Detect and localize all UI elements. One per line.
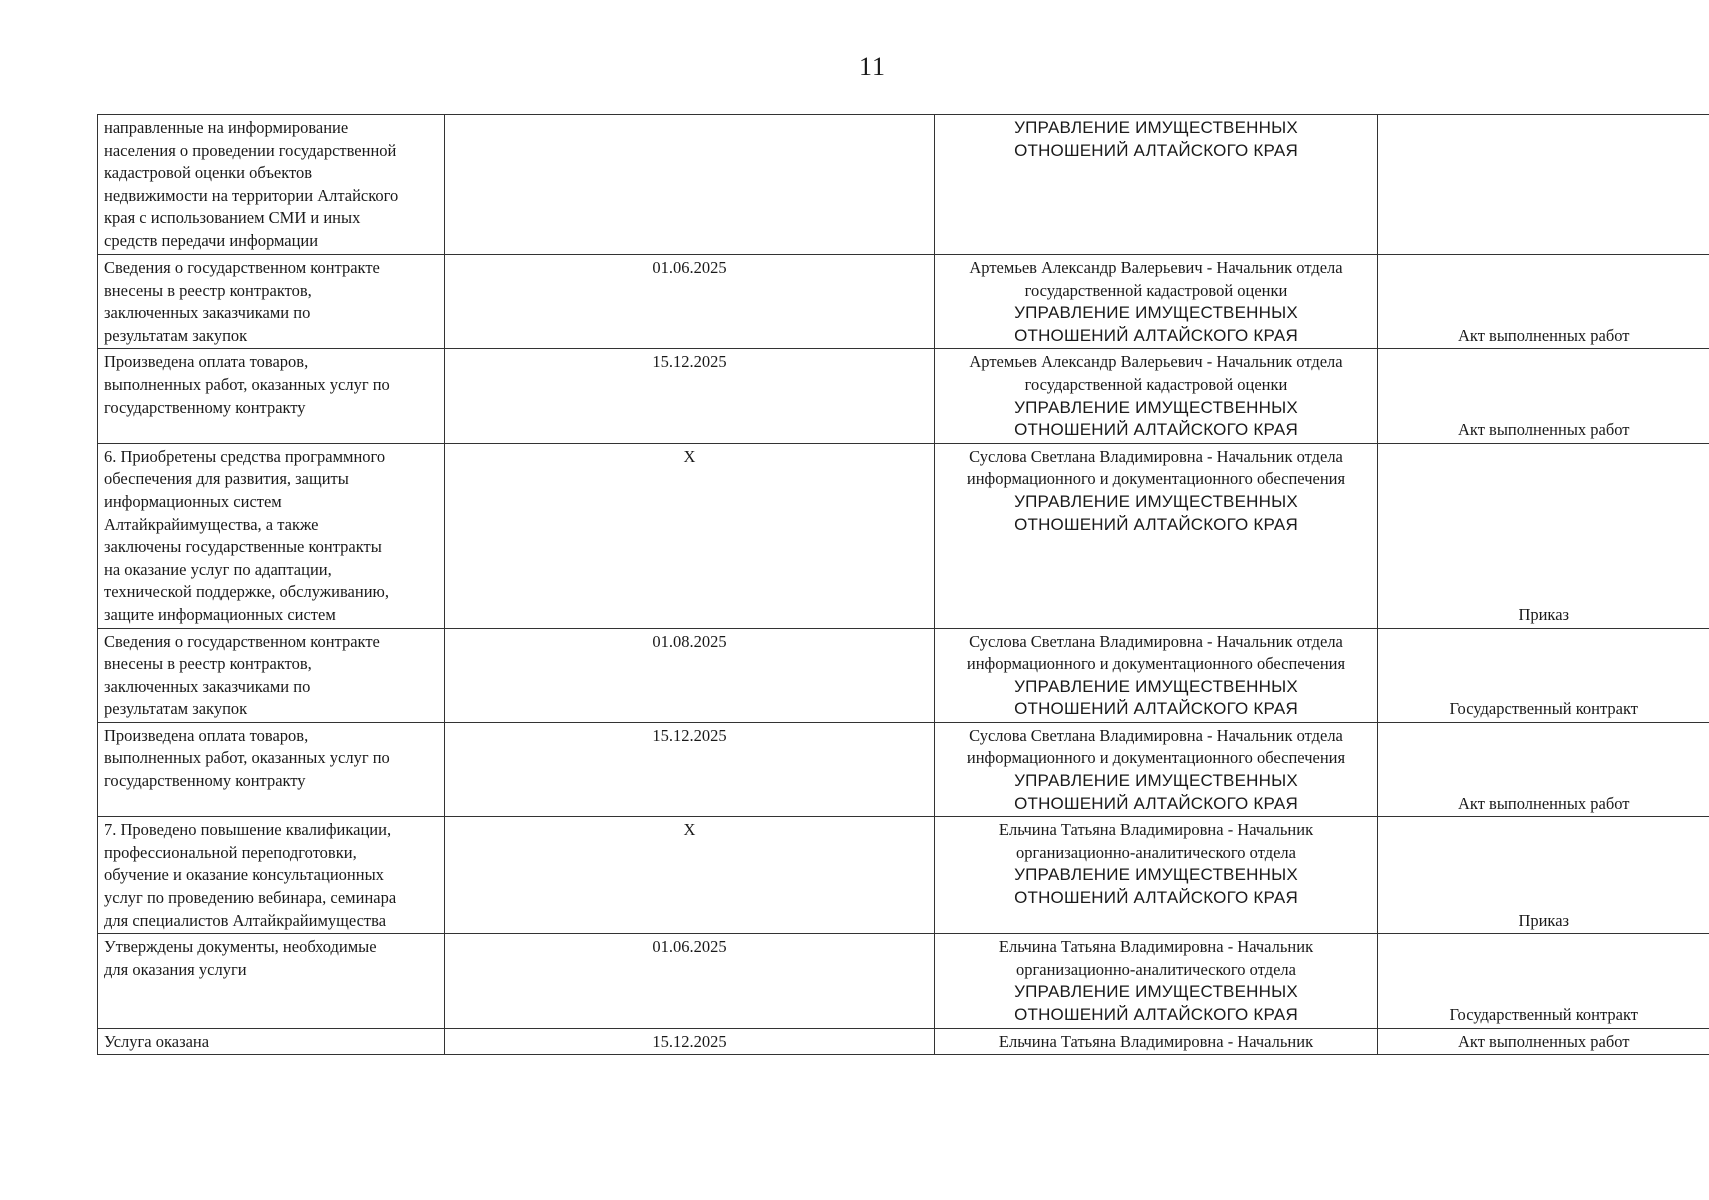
table-row	[98, 443, 1709, 628]
responsible-person: Суслова Светлана Владимировна - Начальник отдела информационного и документационного обеспечения	[966, 446, 1346, 489]
event-cell: Сведения о государственном контракте внесены в реестр контрактов, заключенных заказчиками по результатам закупок	[98, 255, 445, 349]
document-cell: Акт выполненных работ	[1378, 722, 1709, 816]
date-cell: 15.12.2025	[445, 722, 935, 816]
date-cell: 15.12.2025	[445, 349, 935, 443]
table-row	[98, 255, 1709, 349]
table-row	[98, 1028, 1709, 1055]
date-cell: X	[445, 443, 935, 628]
event-cell: 7. Проведено повышение квалификации, профессиональной переподготовки, обучение и оказание консультационных услуг по проведению вебинара, семинара для специалистов Алтайкрайимущества	[98, 817, 445, 934]
event-cell: Сведения о государственном контракте внесены в реестр контрактов, заключенных заказчиками по результатам закупок	[98, 628, 445, 722]
document-cell: Акт выполненных работ	[1378, 255, 1709, 349]
event-cell: Услуга оказана	[98, 1028, 445, 1055]
responsible-cell	[935, 1028, 1378, 1055]
responsible-person: Суслова Светлана Владимировна - Начальник отдела информационного и документационного обеспечения	[966, 631, 1346, 674]
document-cell	[1378, 115, 1709, 255]
date-cell	[445, 115, 935, 255]
responsible-cell	[935, 443, 1378, 628]
responsible-person: Ельчина Татьяна Владимировна - Начальник организационно-аналитического отдела	[998, 937, 1314, 979]
event-cell: Утверждены документы, необходимые для оказания услуги	[98, 934, 445, 1028]
event-cell: направленные на информирование населения о проведении государственной кадастровой оценки объектов недвижимости на территории Алтайского края с использованием СМИ и иных средств передачи информации	[98, 115, 445, 255]
document-cell: Приказ	[1378, 443, 1709, 628]
page-number: 11	[858, 52, 887, 81]
document-cell: Акт выполненных работ	[1378, 349, 1709, 443]
date-cell: 01.08.2025	[445, 628, 935, 722]
event-cell: Произведена оплата товаров, выполненных работ, оказанных услуг по государственному контракту	[98, 349, 445, 443]
responsible-cell	[935, 255, 1378, 349]
responsible-cell	[935, 722, 1378, 816]
plan-table	[97, 114, 1709, 1055]
responsible-organization: УПРАВЛЕНИЕ ИМУЩЕСТВЕННЫХ ОТНОШЕНИЙ АЛТАЙСКОГО КРАЯ	[1014, 118, 1298, 160]
date-cell: 15.12.2025	[445, 1028, 935, 1055]
responsible-cell	[935, 115, 1378, 255]
responsible-organization: УПРАВЛЕНИЕ ИМУЩЕСТВЕННЫХ ОТНОШЕНИЙ АЛТАЙСКОГО КРАЯ	[1014, 865, 1298, 908]
document-cell: Акт выполненных работ	[1378, 1028, 1709, 1055]
responsible-cell	[935, 628, 1378, 722]
responsible-cell	[935, 349, 1378, 443]
responsible-organization: УПРАВЛЕНИЕ ИМУЩЕСТВЕННЫХ ОТНОШЕНИЙ АЛТАЙСКОГО КРАЯ	[1014, 982, 1298, 1024]
table-row	[98, 934, 1709, 1028]
responsible-person: Ельчина Татьяна Владимировна - Начальник организационно-аналитического отдела	[998, 820, 1314, 862]
responsible-person: Артемьев Александр Валерьевич - Начальник отдела государственной кадастровой оценки	[969, 258, 1343, 300]
responsible-person: Артемьев Александр Валерьевич - Начальник отдела государственной кадастровой оценки	[969, 352, 1343, 394]
table-row	[98, 349, 1709, 443]
date-cell: X	[445, 817, 935, 934]
date-cell: 01.06.2025	[445, 255, 935, 349]
event-cell: 6. Приобретены средства программного обеспечения для развития, защиты информационных систем Алтайкрайимущества, а также заключены государственные контракты на оказание услуг по адаптации, технической поддержке, обслуживанию, защите информационных систем	[98, 443, 445, 628]
table-row	[98, 817, 1709, 934]
responsible-organization: УПРАВЛЕНИЕ ИМУЩЕСТВЕННЫХ ОТНОШЕНИЙ АЛТАЙСКОГО КРАЯ	[1014, 491, 1298, 534]
responsible-cell	[935, 934, 1378, 1028]
document-cell: Приказ	[1378, 817, 1709, 934]
document-cell: Государственный контракт	[1378, 934, 1709, 1028]
responsible-organization: УПРАВЛЕНИЕ ИМУЩЕСТВЕННЫХ ОТНОШЕНИЙ АЛТАЙСКОГО КРАЯ	[1014, 771, 1298, 813]
responsible-organization: УПРАВЛЕНИЕ ИМУЩЕСТВЕННЫХ ОТНОШЕНИЙ АЛТАЙСКОГО КРАЯ	[1014, 303, 1298, 345]
table-row	[98, 628, 1709, 722]
date-cell: 01.06.2025	[445, 934, 935, 1028]
responsible-cell	[935, 817, 1378, 934]
table-row	[98, 115, 1709, 255]
responsible-person: Ельчина Татьяна Владимировна - Начальник	[998, 1031, 1314, 1051]
responsible-person: Суслова Светлана Владимировна - Начальник отдела информационного и документационного обеспечения	[966, 725, 1346, 768]
document-cell: Государственный контракт	[1378, 628, 1709, 722]
event-cell: Произведена оплата товаров, выполненных работ, оказанных услуг по государственному контракту	[98, 722, 445, 816]
table-row	[98, 722, 1709, 816]
responsible-organization: УПРАВЛЕНИЕ ИМУЩЕСТВЕННЫХ ОТНОШЕНИЙ АЛТАЙСКОГО КРАЯ	[1014, 676, 1298, 719]
responsible-organization: УПРАВЛЕНИЕ ИМУЩЕСТВЕННЫХ ОТНОШЕНИЙ АЛТАЙСКОГО КРАЯ	[1014, 397, 1298, 440]
